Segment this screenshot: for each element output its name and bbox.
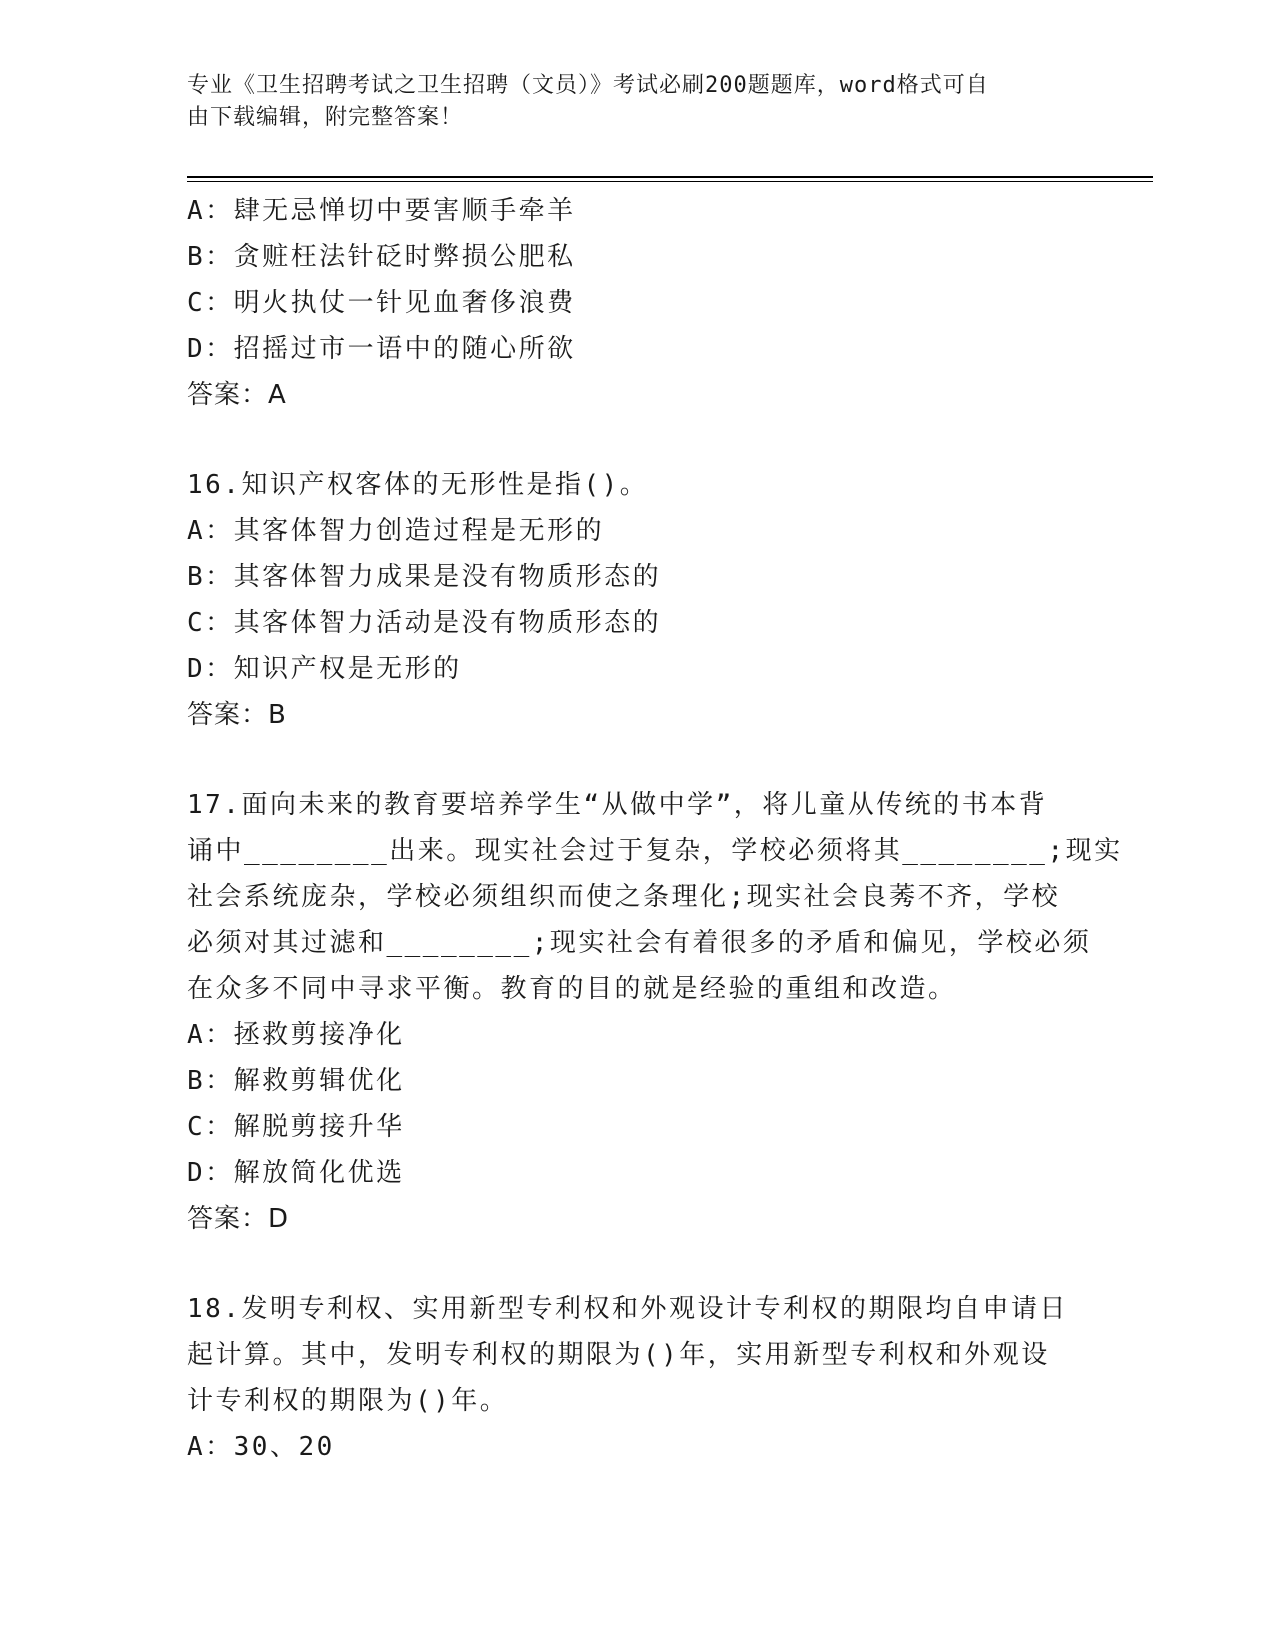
option-a: A：其客体智力创造过程是无形的 [187,516,605,546]
question-text-line: 在众多不同中寻求平衡。教育的目的就是经验的重组和改造。 [187,974,957,1004]
header-divider-thin [187,181,1153,182]
question-text-line: 计专利权的期限为()年。 [187,1386,509,1416]
option-c: C：明火执仗一针见血奢侈浪费 [187,288,576,318]
question-text-line: 社会系统庞杂，学校必须组织而使之条理化;现实社会良莠不齐，学校 [187,882,1061,912]
question-17 [187,782,1123,1242]
spacer [187,738,1087,782]
question-text-line: 必须对其过滤和________;现实社会有着很多的矛盾和偏见，学校必须 [187,928,1092,958]
answer-line: 答案：B [187,700,287,730]
question-text-line: 18.发明专利权、实用新型专利权和外观设计专利权的期限均自申请日 [187,1294,1068,1324]
question-text-line: 17.面向未来的教育要培养学生“从做中学”，将儿童从传统的书本背 [187,790,1048,820]
option-a: A：30、20 [187,1432,335,1462]
option-b: B：解救剪辑优化 [187,1066,405,1096]
option-d: D：解放简化优选 [187,1158,405,1188]
option-d: D：招摇过市一语中的随心所欲 [187,334,576,364]
option-d: D：知识产权是无形的 [187,654,462,684]
question-text: 16.知识产权客体的无形性是指()。 [187,470,649,500]
answer-line: 答案：D [187,1204,290,1234]
question-list [187,188,1123,1470]
header-line-1: 专业《卫生招聘考试之卫生招聘（文员）》考试必刷200题题库，word格式可自 [187,73,989,98]
question-text-line: 诵中________出来。现实社会过于复杂，学校必须将其________;现实 [187,836,1123,866]
spacer [187,418,1087,462]
spacer [187,1242,1087,1286]
question-text-line: 起计算。其中，发明专利权的期限为()年，实用新型专利权和外观设 [187,1340,1050,1370]
header-line-2: 由下载编辑，附完整答案！ [187,105,464,130]
option-a: A：拯救剪接净化 [187,1020,405,1050]
document-header [187,70,1067,134]
option-c: C：其客体智力活动是没有物质形态的 [187,608,662,638]
header-divider-thick [187,176,1153,178]
option-a: A：肆无忌惮切中要害顺手牵羊 [187,196,576,226]
question-18 [187,1286,1087,1470]
question-15 [187,188,1087,418]
option-b: B：贪赃枉法针砭时弊损公肥私 [187,242,576,272]
option-c: C：解脱剪接升华 [187,1112,405,1142]
question-16 [187,462,1087,738]
answer-line: 答案：A [187,380,287,410]
option-b: B：其客体智力成果是没有物质形态的 [187,562,662,592]
